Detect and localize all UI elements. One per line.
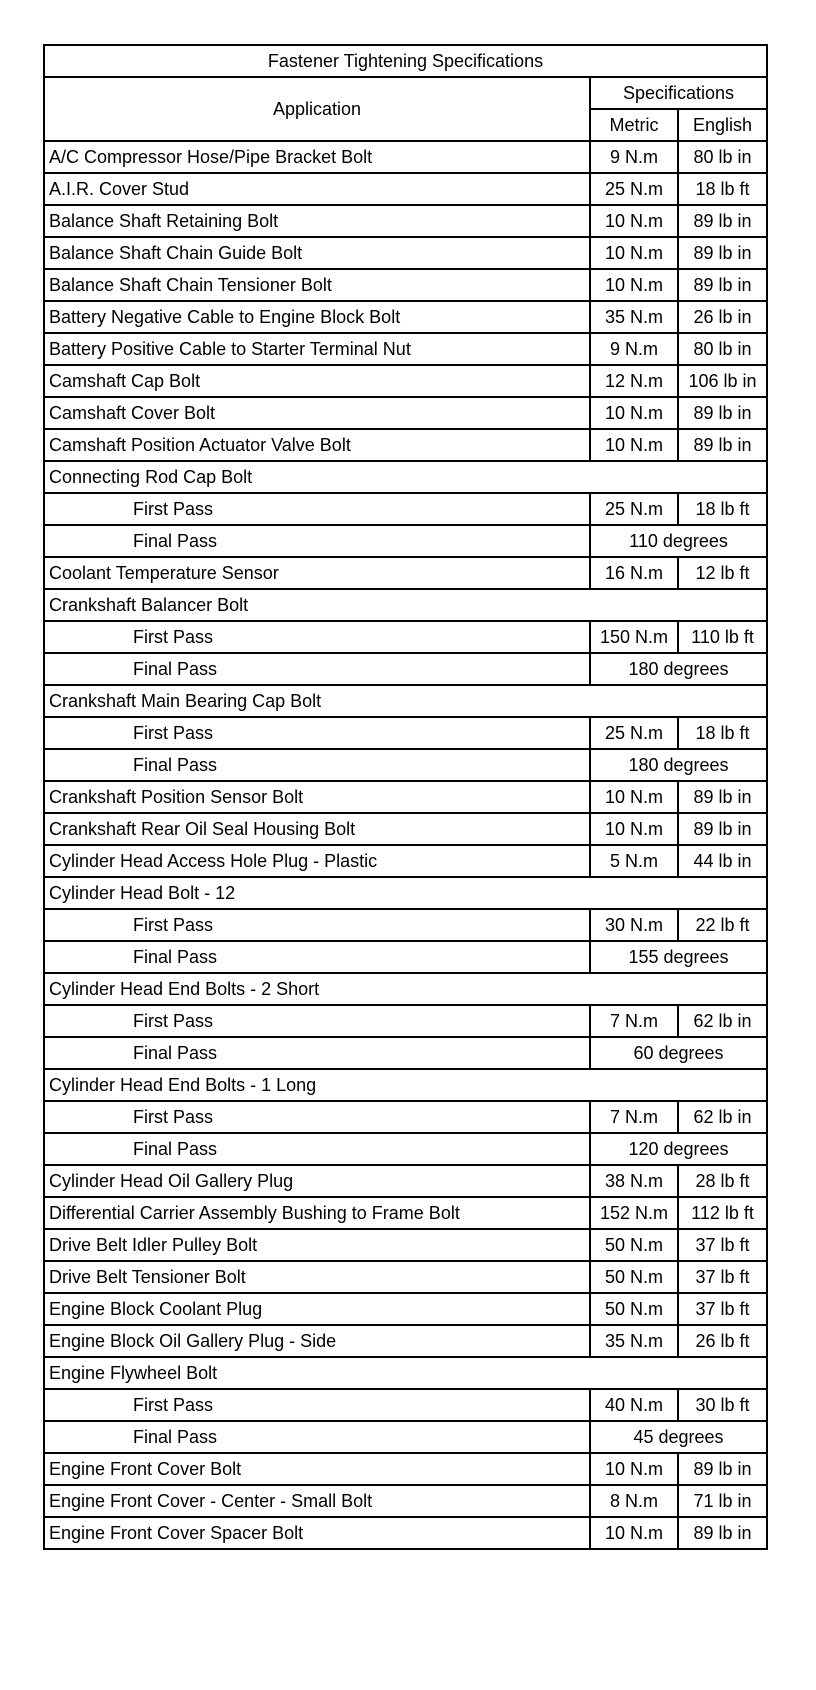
english-cell: 110 lb ft xyxy=(678,621,767,653)
english-cell: 80 lb in xyxy=(678,333,767,365)
metric-cell: 10 N.m xyxy=(590,1453,678,1485)
application-cell: Balance Shaft Retaining Bolt xyxy=(44,205,590,237)
table-row xyxy=(44,813,767,845)
application-cell: A/C Compressor Hose/Pipe Bracket Bolt xyxy=(44,141,590,173)
english-cell: 28 lb ft xyxy=(678,1165,767,1197)
metric-cell: 7 N.m xyxy=(590,1005,678,1037)
application-cell: Balance Shaft Chain Guide Bolt xyxy=(44,237,590,269)
metric-cell: 35 N.m xyxy=(590,1325,678,1357)
english-cell: 89 lb in xyxy=(678,429,767,461)
table-row xyxy=(44,1037,767,1069)
table-row xyxy=(44,1293,767,1325)
application-cell: Crankshaft Balancer Bolt xyxy=(44,589,590,621)
english-cell: 89 lb in xyxy=(678,813,767,845)
metric-cell: 8 N.m xyxy=(590,1485,678,1517)
pass-label: Final Pass xyxy=(44,1421,590,1453)
pass-label: First Pass xyxy=(44,493,590,525)
table-row xyxy=(44,1197,767,1229)
english-cell: 89 lb in xyxy=(678,205,767,237)
application-cell: Camshaft Position Actuator Valve Bolt xyxy=(44,429,590,461)
application-cell: Engine Block Coolant Plug xyxy=(44,1293,590,1325)
angle-spec-cell: 45 degrees xyxy=(590,1421,767,1453)
metric-cell: 150 N.m xyxy=(590,621,678,653)
group-row xyxy=(44,589,767,621)
metric-cell: 10 N.m xyxy=(590,781,678,813)
pass-label: First Pass xyxy=(44,717,590,749)
table-row xyxy=(44,749,767,781)
header-english: English xyxy=(678,109,767,141)
table-body xyxy=(44,141,767,1549)
application-cell: Crankshaft Position Sensor Bolt xyxy=(44,781,590,813)
application-cell: Differential Carrier Assembly Bushing to Frame Bolt xyxy=(44,1197,590,1229)
table-row xyxy=(44,1261,767,1293)
empty-spec-cell xyxy=(590,1357,767,1389)
pass-label: Final Pass xyxy=(44,1133,590,1165)
metric-cell: 10 N.m xyxy=(590,1517,678,1549)
group-row xyxy=(44,973,767,1005)
table-row xyxy=(44,1229,767,1261)
application-cell: Engine Block Oil Gallery Plug - Side xyxy=(44,1325,590,1357)
metric-cell: 10 N.m xyxy=(590,813,678,845)
application-cell: Cylinder Head End Bolts - 1 Long xyxy=(44,1069,590,1101)
table-row xyxy=(44,1517,767,1549)
english-cell: 18 lb ft xyxy=(678,173,767,205)
english-cell: 71 lb in xyxy=(678,1485,767,1517)
pass-label: Final Pass xyxy=(44,749,590,781)
pass-label: Final Pass xyxy=(44,653,590,685)
table-row xyxy=(44,909,767,941)
table-row xyxy=(44,1389,767,1421)
pass-label: Final Pass xyxy=(44,525,590,557)
table-title: Fastener Tightening Specifications xyxy=(44,45,767,77)
group-row xyxy=(44,1069,767,1101)
table-row xyxy=(44,557,767,589)
application-cell: Battery Negative Cable to Engine Block Bolt xyxy=(44,301,590,333)
pass-label: First Pass xyxy=(44,1101,590,1133)
metric-cell: 50 N.m xyxy=(590,1293,678,1325)
metric-cell: 25 N.m xyxy=(590,173,678,205)
english-cell: 89 lb in xyxy=(678,1517,767,1549)
metric-cell: 38 N.m xyxy=(590,1165,678,1197)
angle-spec-cell: 180 degrees xyxy=(590,749,767,781)
table-row xyxy=(44,429,767,461)
application-cell: Cylinder Head Access Hole Plug - Plastic xyxy=(44,845,590,877)
metric-cell: 25 N.m xyxy=(590,717,678,749)
metric-cell: 10 N.m xyxy=(590,269,678,301)
application-cell: A.I.R. Cover Stud xyxy=(44,173,590,205)
application-cell: Engine Front Cover Spacer Bolt xyxy=(44,1517,590,1549)
english-cell: 37 lb ft xyxy=(678,1261,767,1293)
application-cell: Cylinder Head Oil Gallery Plug xyxy=(44,1165,590,1197)
pass-label: First Pass xyxy=(44,1389,590,1421)
table-row xyxy=(44,845,767,877)
fastener-spec-table xyxy=(43,44,768,1550)
english-cell: 89 lb in xyxy=(678,237,767,269)
table-row xyxy=(44,1485,767,1517)
header-application: Application xyxy=(44,77,590,141)
table-row xyxy=(44,1165,767,1197)
metric-cell: 152 N.m xyxy=(590,1197,678,1229)
metric-cell: 10 N.m xyxy=(590,237,678,269)
table-row xyxy=(44,493,767,525)
english-cell: 18 lb ft xyxy=(678,717,767,749)
angle-spec-cell: 120 degrees xyxy=(590,1133,767,1165)
application-cell: Coolant Temperature Sensor xyxy=(44,557,590,589)
group-row xyxy=(44,877,767,909)
application-cell: Camshaft Cover Bolt xyxy=(44,397,590,429)
english-cell: 89 lb in xyxy=(678,269,767,301)
table-row xyxy=(44,1453,767,1485)
metric-cell: 10 N.m xyxy=(590,397,678,429)
application-cell: Battery Positive Cable to Starter Terminal Nut xyxy=(44,333,590,365)
english-cell: 12 lb ft xyxy=(678,557,767,589)
application-cell: Crankshaft Main Bearing Cap Bolt xyxy=(44,685,590,717)
header-metric: Metric xyxy=(590,109,678,141)
english-cell: 44 lb in xyxy=(678,845,767,877)
application-cell: Balance Shaft Chain Tensioner Bolt xyxy=(44,269,590,301)
application-cell: Crankshaft Rear Oil Seal Housing Bolt xyxy=(44,813,590,845)
english-cell: 18 lb ft xyxy=(678,493,767,525)
pass-label: First Pass xyxy=(44,909,590,941)
empty-spec-cell xyxy=(590,685,767,717)
metric-cell: 5 N.m xyxy=(590,845,678,877)
angle-spec-cell: 180 degrees xyxy=(590,653,767,685)
empty-spec-cell xyxy=(590,589,767,621)
table-row xyxy=(44,269,767,301)
pass-label: Final Pass xyxy=(44,1037,590,1069)
application-cell: Cylinder Head Bolt - 12 xyxy=(44,877,590,909)
table-row xyxy=(44,237,767,269)
angle-spec-cell: 60 degrees xyxy=(590,1037,767,1069)
application-cell: Connecting Rod Cap Bolt xyxy=(44,461,590,493)
application-cell: Engine Front Cover - Center - Small Bolt xyxy=(44,1485,590,1517)
angle-spec-cell: 155 degrees xyxy=(590,941,767,973)
metric-cell: 10 N.m xyxy=(590,205,678,237)
metric-cell: 9 N.m xyxy=(590,141,678,173)
table-row xyxy=(44,781,767,813)
table-row xyxy=(44,525,767,557)
empty-spec-cell xyxy=(590,973,767,1005)
pass-label: First Pass xyxy=(44,621,590,653)
metric-cell: 16 N.m xyxy=(590,557,678,589)
english-cell: 112 lb ft xyxy=(678,1197,767,1229)
application-cell: Drive Belt Tensioner Bolt xyxy=(44,1261,590,1293)
english-cell: 30 lb ft xyxy=(678,1389,767,1421)
english-cell: 62 lb in xyxy=(678,1005,767,1037)
english-cell: 80 lb in xyxy=(678,141,767,173)
empty-spec-cell xyxy=(590,877,767,909)
table-row xyxy=(44,1421,767,1453)
english-cell: 89 lb in xyxy=(678,397,767,429)
english-cell: 106 lb in xyxy=(678,365,767,397)
table-row xyxy=(44,397,767,429)
metric-cell: 50 N.m xyxy=(590,1229,678,1261)
table-row xyxy=(44,301,767,333)
empty-spec-cell xyxy=(590,1069,767,1101)
header-specifications: Specifications xyxy=(590,77,767,109)
table-row xyxy=(44,621,767,653)
table-row xyxy=(44,173,767,205)
metric-cell: 35 N.m xyxy=(590,301,678,333)
metric-cell: 10 N.m xyxy=(590,429,678,461)
table-row xyxy=(44,365,767,397)
english-cell: 22 lb ft xyxy=(678,909,767,941)
application-cell: Engine Front Cover Bolt xyxy=(44,1453,590,1485)
pass-label: Final Pass xyxy=(44,941,590,973)
table-row xyxy=(44,653,767,685)
table-row xyxy=(44,205,767,237)
metric-cell: 9 N.m xyxy=(590,333,678,365)
english-cell: 26 lb in xyxy=(678,301,767,333)
english-cell: 26 lb ft xyxy=(678,1325,767,1357)
table-row xyxy=(44,141,767,173)
table-row xyxy=(44,333,767,365)
metric-cell: 25 N.m xyxy=(590,493,678,525)
metric-cell: 50 N.m xyxy=(590,1261,678,1293)
metric-cell: 30 N.m xyxy=(590,909,678,941)
application-cell: Drive Belt Idler Pulley Bolt xyxy=(44,1229,590,1261)
application-cell: Cylinder Head End Bolts - 2 Short xyxy=(44,973,590,1005)
english-cell: 62 lb in xyxy=(678,1101,767,1133)
table-row xyxy=(44,1133,767,1165)
table-row xyxy=(44,1101,767,1133)
angle-spec-cell: 110 degrees xyxy=(590,525,767,557)
group-row xyxy=(44,461,767,493)
metric-cell: 7 N.m xyxy=(590,1101,678,1133)
table-row xyxy=(44,941,767,973)
metric-cell: 40 N.m xyxy=(590,1389,678,1421)
table-row xyxy=(44,1325,767,1357)
group-row xyxy=(44,685,767,717)
english-cell: 37 lb ft xyxy=(678,1229,767,1261)
english-cell: 37 lb ft xyxy=(678,1293,767,1325)
pass-label: First Pass xyxy=(44,1005,590,1037)
metric-cell: 12 N.m xyxy=(590,365,678,397)
application-cell: Camshaft Cap Bolt xyxy=(44,365,590,397)
application-cell: Engine Flywheel Bolt xyxy=(44,1357,590,1389)
english-cell: 89 lb in xyxy=(678,1453,767,1485)
english-cell: 89 lb in xyxy=(678,781,767,813)
group-row xyxy=(44,1357,767,1389)
table-row xyxy=(44,1005,767,1037)
empty-spec-cell xyxy=(590,461,767,493)
table-row xyxy=(44,717,767,749)
